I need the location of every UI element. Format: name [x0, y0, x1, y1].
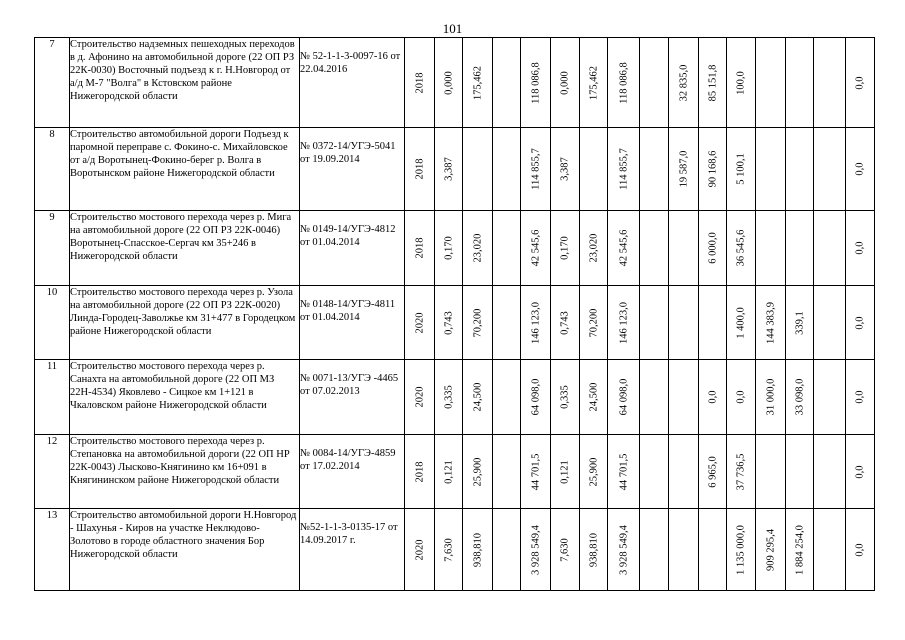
- value-cell: [435, 435, 463, 509]
- expertise-conclusion: № 0071-13/УГЭ -4465 от 07.02.2013: [300, 373, 399, 397]
- value-cell: [405, 360, 435, 435]
- cell-value: 0,0: [854, 390, 866, 404]
- cell-value: 0,743: [443, 310, 454, 335]
- cell-value: 0,0: [854, 315, 866, 330]
- value-cell: [786, 509, 814, 591]
- cell-value: 2018: [414, 461, 425, 482]
- cell-value: 5 100,1: [735, 153, 747, 185]
- value-cell: [669, 435, 699, 509]
- cell-value: 0,170: [559, 236, 571, 260]
- value-cell: [699, 435, 727, 509]
- expertise-conclusion: № 0084-14/УГЭ-4859 от 17.02.2014: [300, 448, 396, 472]
- value-cell: [463, 435, 493, 509]
- cell-value: 3 928 549,4: [530, 524, 541, 575]
- cell-value: 175,462: [588, 65, 599, 100]
- expertise-cell: [300, 286, 405, 360]
- value-cell: [756, 211, 786, 286]
- value-cell: [756, 286, 786, 360]
- row-number: 10: [35, 286, 70, 360]
- value-cell: [669, 38, 699, 128]
- value-cell: [493, 38, 521, 128]
- value-cell: [435, 128, 463, 211]
- row-number: 13: [35, 509, 70, 591]
- table-row: [35, 286, 875, 360]
- cell-value: 33 098,0: [794, 378, 805, 416]
- cell-value: 2018: [414, 158, 425, 180]
- value-cell: [521, 286, 551, 360]
- cell-value: 1 884 254,0: [794, 524, 805, 575]
- cell-value: 19 587,0: [678, 150, 689, 188]
- value-cell: [786, 435, 814, 509]
- value-cell: [493, 286, 521, 360]
- table-row: [35, 211, 875, 286]
- value-cell: [551, 509, 580, 591]
- value-cell: [727, 509, 756, 591]
- value-cell: [640, 128, 669, 211]
- cell-value: 0,0: [854, 75, 866, 90]
- cell-value: 0,335: [559, 385, 571, 409]
- cell-value: 36 545,6: [735, 229, 747, 267]
- value-cell: [580, 435, 608, 509]
- value-cell: [493, 211, 521, 286]
- value-cell: [640, 435, 669, 509]
- cell-value: 938,810: [588, 532, 599, 567]
- cell-value: 0,000: [559, 70, 571, 95]
- project-name: Строительство надземных пешеходных переходов в д. Афонино на автомобильной дороге (22 ОП РЗ 22К-0030) Восточный подъезд к г. Н.Новгород от а/д М-7 "Волга" в Кстовском районе Нижегородской области: [70, 38, 300, 128]
- cell-value: 23,020: [588, 233, 599, 263]
- cell-value: 0,743: [559, 310, 571, 335]
- value-cell: [756, 38, 786, 128]
- table-row: [35, 509, 875, 591]
- value-cell: [521, 509, 551, 591]
- value-cell: [846, 435, 875, 509]
- value-cell: [846, 211, 875, 286]
- value-cell: [580, 38, 608, 128]
- value-cell: [756, 509, 786, 591]
- value-cell: [521, 38, 551, 128]
- value-cell: [608, 360, 640, 435]
- expertise-cell: [300, 128, 405, 211]
- value-cell: [846, 360, 875, 435]
- value-cell: [463, 128, 493, 211]
- value-cell: [521, 360, 551, 435]
- cell-value: 938,810: [472, 532, 483, 567]
- cell-value: 0,0: [707, 390, 718, 404]
- cell-value: 100,0: [735, 70, 747, 95]
- value-cell: [551, 435, 580, 509]
- value-cell: [493, 509, 521, 591]
- value-cell: [669, 128, 699, 211]
- cell-value: 25,900: [588, 457, 599, 486]
- value-cell: [669, 286, 699, 360]
- cell-value: 339,1: [794, 310, 805, 335]
- project-name: Строительство мостового перехода через р. Санахта на автомобильной дороге (22 ОП МЗ 22Н-4534) Яковлево - Сицкое км 1+121 в Чкаловском районе Нижегородской области: [70, 360, 300, 435]
- value-cell: [699, 211, 727, 286]
- table-row: [35, 435, 875, 509]
- cell-value: 0,335: [443, 385, 454, 409]
- expertise-cell: [300, 211, 405, 286]
- project-name: Строительство мостового перехода через р. Мига на автомобильной дороге (22 ОП РЗ 22К-0046) Воротынец-Спасское-Сергач км 35+246 в Нижегородской области: [70, 211, 300, 286]
- value-cell: [756, 435, 786, 509]
- value-cell: [435, 211, 463, 286]
- value-cell: [814, 509, 846, 591]
- value-cell: [786, 128, 814, 211]
- value-cell: [551, 286, 580, 360]
- cell-value: 3,387: [443, 157, 454, 181]
- cell-value: 144 383,9: [765, 301, 776, 344]
- cell-value: 2020: [414, 386, 425, 408]
- cell-value: 25,900: [472, 457, 483, 486]
- expertise-conclusion: №52-1-1-3-0135-17 от 14.09.2017 г.: [300, 522, 398, 546]
- cell-value: 0,121: [559, 459, 571, 484]
- cell-value: 146 123,0: [618, 301, 629, 344]
- value-cell: [463, 286, 493, 360]
- value-cell: [727, 435, 756, 509]
- expertise-cell: [300, 435, 405, 509]
- cell-value: 7,630: [559, 537, 571, 562]
- cell-value: 2020: [414, 312, 425, 333]
- value-cell: [463, 211, 493, 286]
- cell-value: 23,020: [472, 233, 483, 263]
- value-cell: [814, 286, 846, 360]
- value-cell: [551, 211, 580, 286]
- cell-value: 1 135 000,0: [735, 524, 747, 575]
- value-cell: [727, 128, 756, 211]
- value-cell: [405, 211, 435, 286]
- value-cell: [699, 286, 727, 360]
- cell-value: 64 098,0: [530, 378, 541, 416]
- value-cell: [640, 286, 669, 360]
- value-cell: [580, 211, 608, 286]
- cell-value: 0,0: [854, 542, 866, 557]
- value-cell: [405, 286, 435, 360]
- value-cell: [727, 38, 756, 128]
- value-cell: [814, 360, 846, 435]
- cell-value: 64 098,0: [618, 378, 629, 416]
- value-cell: [551, 360, 580, 435]
- cell-value: 37 736,5: [735, 453, 747, 490]
- value-cell: [727, 211, 756, 286]
- value-cell: [727, 286, 756, 360]
- value-cell: [699, 360, 727, 435]
- row-number: 11: [35, 360, 70, 435]
- value-cell: [786, 211, 814, 286]
- value-cell: [551, 38, 580, 128]
- value-cell: [669, 211, 699, 286]
- cell-value: 85 151,8: [707, 64, 718, 101]
- cell-value: 6 965,0: [707, 455, 718, 488]
- row-number: 8: [35, 128, 70, 211]
- value-cell: [405, 38, 435, 128]
- row-number: 7: [35, 38, 70, 128]
- value-cell: [846, 38, 875, 128]
- value-cell: [493, 360, 521, 435]
- cell-value: 44 701,5: [618, 453, 629, 490]
- expertise-conclusion: № 0149-14/УГЭ-4812 от 01.04.2014: [300, 224, 396, 248]
- cell-value: 0,0: [854, 162, 866, 176]
- value-cell: [493, 435, 521, 509]
- cell-value: 2020: [414, 539, 425, 560]
- value-cell: [786, 360, 814, 435]
- value-cell: [814, 435, 846, 509]
- cell-value: 146 123,0: [530, 301, 541, 344]
- cell-value: 0,0: [735, 390, 747, 404]
- project-name: Строительство автомобильной дороги Подъезд к паромной переправе с. Фокино-с. Михайловское от а/д Воротынец-Фокино-берег р. Волга в Воротынском районе Нижегородской области: [70, 128, 300, 211]
- row-number: 12: [35, 435, 70, 509]
- cell-value: 3 928 549,4: [618, 524, 629, 575]
- cell-value: 2018: [414, 237, 425, 259]
- value-cell: [699, 509, 727, 591]
- project-name: Строительство мостового перехода через р. Степановка на автомобильной дороги (22 ОП НР 22К-0043) Лысково-Княгинино км 16+091 в Княгининском районе Нижегородской области: [70, 435, 300, 509]
- data-table: [34, 37, 875, 591]
- expertise-conclusion: № 0372-14/УГЭ-5041 от 19.09.2014: [300, 141, 396, 165]
- cell-value: 2018: [414, 72, 425, 93]
- value-cell: [846, 286, 875, 360]
- table-row: [35, 360, 875, 435]
- cell-value: 0,121: [443, 459, 454, 484]
- expertise-cell: [300, 38, 405, 128]
- value-cell: [435, 360, 463, 435]
- table-row: [35, 128, 875, 211]
- cell-value: 114 855,7: [530, 148, 541, 190]
- value-cell: [727, 360, 756, 435]
- cell-value: 1 400,0: [735, 306, 747, 339]
- value-cell: [521, 435, 551, 509]
- cell-value: 0,000: [443, 70, 454, 95]
- page-number: 101: [442, 21, 463, 36]
- value-cell: [756, 128, 786, 211]
- cell-value: 31 000,0: [765, 378, 776, 416]
- value-cell: [580, 286, 608, 360]
- expertise-cell: [300, 360, 405, 435]
- expertise-cell: [300, 509, 405, 591]
- value-cell: [814, 211, 846, 286]
- value-cell: [640, 38, 669, 128]
- value-cell: [521, 128, 551, 211]
- value-cell: [814, 38, 846, 128]
- expertise-conclusion: № 52-1-1-3-0097-16 от 22.04.2016: [300, 51, 401, 75]
- cell-value: 24,500: [472, 382, 483, 412]
- cell-value: 118 086,8: [618, 61, 629, 104]
- cell-value: 70,200: [588, 308, 599, 337]
- cell-value: 42 545,6: [530, 229, 541, 267]
- value-cell: [580, 509, 608, 591]
- cell-value: 175,462: [472, 65, 483, 100]
- value-cell: [580, 360, 608, 435]
- value-cell: [608, 211, 640, 286]
- value-cell: [699, 128, 727, 211]
- value-cell: [669, 360, 699, 435]
- cell-value: 44 701,5: [530, 453, 541, 490]
- value-cell: [463, 509, 493, 591]
- cell-value: 42 545,6: [618, 229, 629, 267]
- expertise-conclusion: № 0148-14/УГЭ-4811 от 01.04.2014: [300, 299, 396, 323]
- value-cell: [699, 38, 727, 128]
- value-cell: [640, 509, 669, 591]
- cell-value: 0,170: [443, 236, 454, 260]
- cell-value: 0,0: [854, 241, 866, 255]
- cell-value: 7,630: [443, 537, 454, 562]
- table-row: [35, 38, 875, 128]
- cell-value: 6 000,0: [707, 232, 718, 264]
- value-cell: [608, 38, 640, 128]
- cell-value: 114 855,7: [618, 148, 629, 190]
- cell-value: 0,0: [854, 464, 866, 479]
- value-cell: [463, 360, 493, 435]
- value-cell: [846, 509, 875, 591]
- value-cell: [846, 128, 875, 211]
- value-cell: [608, 128, 640, 211]
- project-name: Строительство автомобильной дороги Н.Новгород - Шахунья - Киров на участке Неклюдово-Золотово в городе областного значения Бор Нижегородской области: [70, 509, 300, 591]
- value-cell: [608, 435, 640, 509]
- value-cell: [405, 435, 435, 509]
- value-cell: [493, 128, 521, 211]
- cell-value: 909 295,4: [765, 528, 776, 571]
- value-cell: [580, 128, 608, 211]
- cell-value: 3,387: [559, 157, 571, 181]
- value-cell: [521, 211, 551, 286]
- value-cell: [640, 360, 669, 435]
- cell-value: 32 835,0: [678, 64, 689, 101]
- value-cell: [786, 38, 814, 128]
- value-cell: [435, 38, 463, 128]
- value-cell: [435, 509, 463, 591]
- value-cell: [608, 509, 640, 591]
- cell-value: 90 168,6: [707, 150, 718, 188]
- value-cell: [405, 128, 435, 211]
- value-cell: [669, 509, 699, 591]
- value-cell: [551, 128, 580, 211]
- project-name: Строительство мостового перехода через р. Узола на автомобильной дороге (22 ОП РЗ 22К-0020) Линда-Городец-Заволжье км 31+477 в Городецком районе Нижегородской области: [70, 286, 300, 360]
- cell-value: 118 086,8: [530, 61, 541, 104]
- value-cell: [786, 286, 814, 360]
- value-cell: [435, 286, 463, 360]
- value-cell: [463, 38, 493, 128]
- value-cell: [608, 286, 640, 360]
- value-cell: [814, 128, 846, 211]
- cell-value: 70,200: [472, 308, 483, 337]
- row-number: 9: [35, 211, 70, 286]
- value-cell: [405, 509, 435, 591]
- value-cell: [756, 360, 786, 435]
- cell-value: 24,500: [588, 382, 599, 412]
- value-cell: [640, 211, 669, 286]
